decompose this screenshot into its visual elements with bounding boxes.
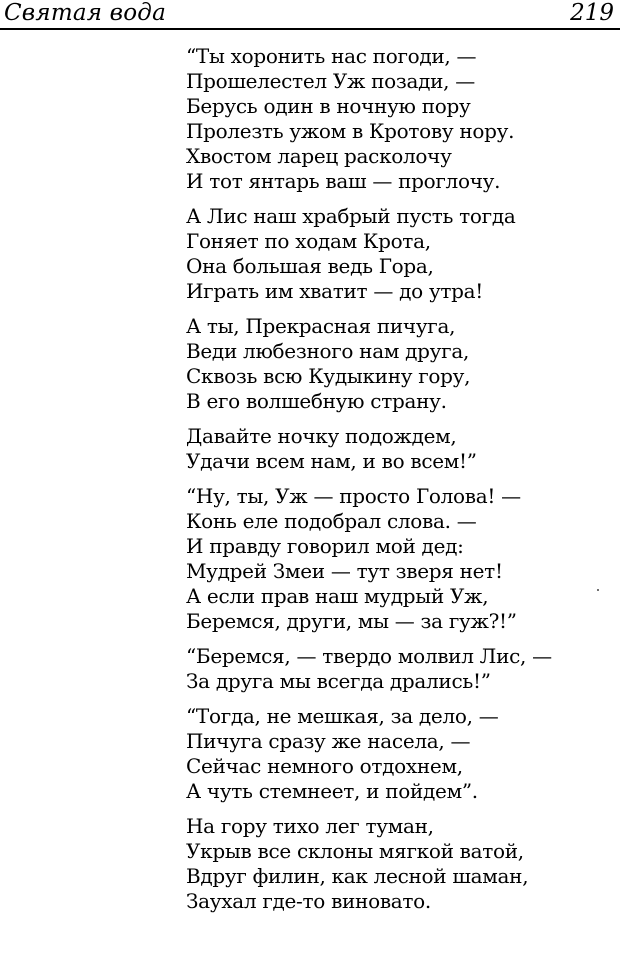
scan-speck	[597, 589, 599, 591]
stanza	[186, 424, 606, 474]
poem-line: Она большая ведь Гора,	[186, 254, 434, 278]
poem-line: “Беремся, — твердо молвил Лис, —	[186, 644, 552, 668]
poem-line: Играть им хватит — до утра!	[186, 279, 484, 303]
running-header	[0, 0, 620, 30]
poem-line: А если прав наш мудрый Уж,	[186, 584, 489, 608]
poem-line: Давайте ночку подождем,	[186, 424, 457, 448]
poem-line: За друга мы всегда дрались!”	[186, 669, 491, 693]
stanza	[186, 484, 606, 634]
poem-line: А ты, Прекрасная пичуга,	[186, 314, 456, 338]
poem-line: Укрыв все склоны мягкой ватой,	[186, 839, 524, 863]
poem-line: Заухал где-то виновато.	[186, 889, 431, 913]
running-title: Святая вода	[4, 0, 166, 26]
poem-line: А чуть стемнеет, и пойдем”.	[186, 779, 478, 803]
poem-line: А Лис наш храбрый пусть тогда	[186, 204, 516, 228]
poem-line: Гоняет по ходам Крота,	[186, 229, 431, 253]
poem-line: Беремся, други, мы — за гуж?!”	[186, 609, 517, 633]
stanza	[186, 704, 606, 804]
poem-line: Пичуга сразу же насела, —	[186, 729, 471, 753]
stanza	[186, 44, 606, 194]
poem-line: “Ты хоронить нас погоди, —	[186, 44, 477, 68]
stanza	[186, 314, 606, 414]
poem-line: Сейчас немного отдохнем,	[186, 754, 463, 778]
poem-line: Удачи всем нам, и во всем!”	[186, 449, 477, 473]
poem-line: “Ну, ты, Уж — просто Голова! —	[186, 484, 521, 508]
page-number: 219	[570, 0, 614, 26]
poem-line: Пролезть ужом в Кротову нору.	[186, 119, 515, 143]
poem-line: Веди любезного нам друга,	[186, 339, 469, 363]
stanza	[186, 644, 606, 694]
poem-line: Хвостом ларец расколочу	[186, 144, 452, 168]
poem-line: Конь еле подобрал слова. —	[186, 509, 477, 533]
poem-body	[186, 44, 606, 924]
stanza	[186, 814, 606, 914]
poem-line: Сквозь всю Кудыкину гору,	[186, 364, 471, 388]
poem-line: И тот янтарь ваш — проглочу.	[186, 169, 501, 193]
poem-line: На гору тихо лег туман,	[186, 814, 434, 838]
poem-line: Вдруг филин, как лесной шаман,	[186, 864, 529, 888]
poem-line: Берусь один в ночную пору	[186, 94, 471, 118]
poem-line: Прошелестел Уж позади, —	[186, 69, 475, 93]
header-rule	[0, 28, 620, 30]
poem-line: “Тогда, не мешкая, за дело, —	[186, 704, 499, 728]
poem-line: И правду говорил мой дед:	[186, 534, 464, 558]
poem-line: Мудрей Змеи — тут зверя нет!	[186, 559, 503, 583]
stanza	[186, 204, 606, 304]
poem-line: В его волшебную страну.	[186, 389, 447, 413]
